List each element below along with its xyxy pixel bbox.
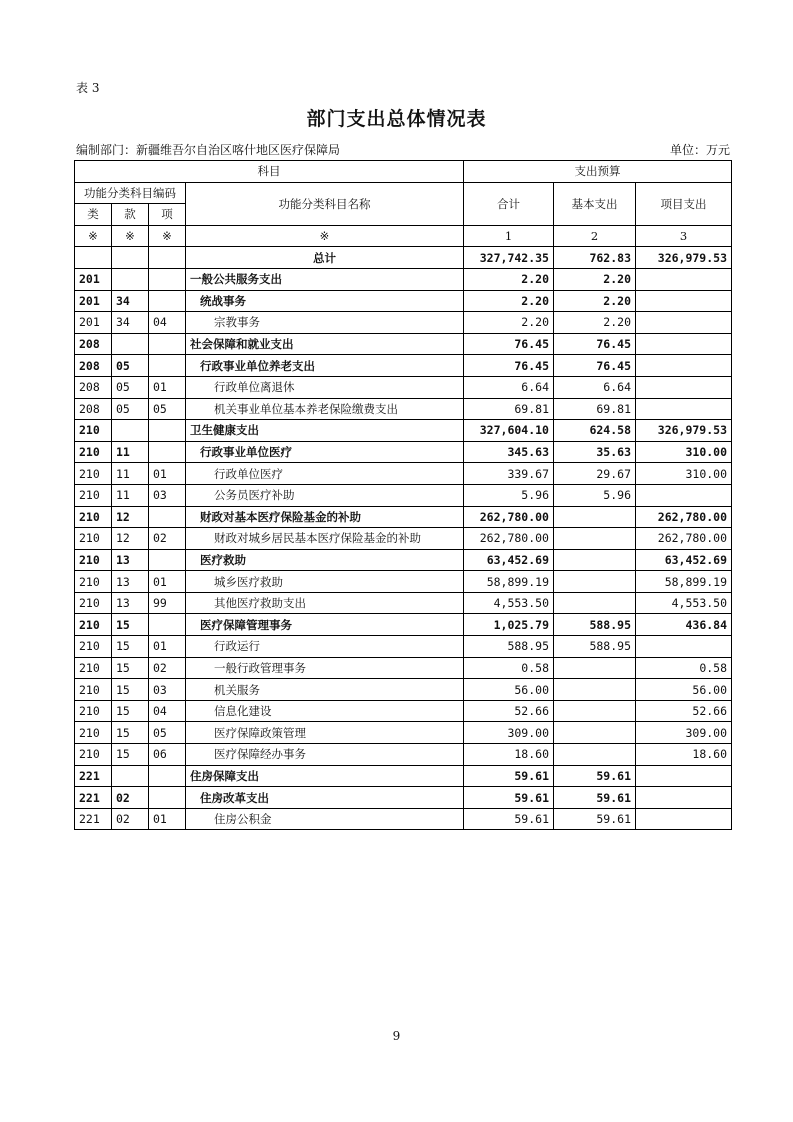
code-group-header: 功能分类科目编码: [75, 182, 186, 204]
total-amount-cell: 18.60: [464, 744, 554, 766]
subject-name-cell: 行政运行: [186, 636, 464, 658]
project-amount-cell: 18.60: [636, 744, 732, 766]
basic-amount-cell: 588.95: [554, 636, 636, 658]
basic-amount-cell: 2.20: [554, 312, 636, 334]
basic-amount-cell: 762.83: [554, 247, 636, 269]
table-row: [75, 700, 732, 722]
xiang-code-cell: [149, 787, 186, 809]
lei-code-cell: [75, 247, 112, 269]
basic-amount-cell: [554, 528, 636, 550]
total-amount-cell: 2.20: [464, 290, 554, 312]
lei-code-cell: 201: [75, 268, 112, 290]
xiang-code-cell: [149, 549, 186, 571]
kuan-code-cell: 13: [112, 571, 149, 593]
xiang-code-cell: 01: [149, 636, 186, 658]
project-amount-cell: 58,899.19: [636, 571, 732, 593]
lei-code-cell: 210: [75, 528, 112, 550]
xiang-code-cell: 05: [149, 722, 186, 744]
total-amount-cell: 4,553.50: [464, 592, 554, 614]
mark-cell: ※: [112, 225, 149, 247]
subject-name-cell: 机关服务: [186, 679, 464, 701]
table-row: [75, 808, 732, 830]
lei-code-cell: 210: [75, 657, 112, 679]
kuan-code-cell: 15: [112, 679, 149, 701]
project-amount-cell: 262,780.00: [636, 506, 732, 528]
project-amount-cell: 63,452.69: [636, 549, 732, 571]
project-amount-cell: [636, 290, 732, 312]
name-column-header: 功能分类科目名称: [186, 182, 464, 225]
table-row: [75, 787, 732, 809]
mark-cell: ※: [186, 225, 464, 247]
xiang-code-cell: [149, 247, 186, 269]
lei-code-cell: 210: [75, 484, 112, 506]
xiang-code-cell: 06: [149, 744, 186, 766]
basic-amount-cell: 6.64: [554, 376, 636, 398]
lei-code-cell: 210: [75, 614, 112, 636]
total-amount-cell: 0.58: [464, 657, 554, 679]
subject-name-cell: 医疗保障政策管理: [186, 722, 464, 744]
index-cell-2: 2: [554, 225, 636, 247]
kuan-code-cell: 13: [112, 592, 149, 614]
unit-label: 单位：万元: [669, 143, 730, 157]
xiang-code-cell: 99: [149, 592, 186, 614]
kuan-code-cell: [112, 268, 149, 290]
project-amount-cell: 326,979.53: [636, 420, 732, 442]
lei-code-cell: 210: [75, 549, 112, 571]
project-amount-cell: [636, 636, 732, 658]
kuan-code-cell: [112, 765, 149, 787]
total-amount-cell: 58,899.19: [464, 571, 554, 593]
kuan-code-cell: 15: [112, 614, 149, 636]
table-row: [75, 765, 732, 787]
table-row: [75, 398, 732, 420]
table-row: [75, 571, 732, 593]
project-amount-cell: 0.58: [636, 657, 732, 679]
lei-code-cell: 221: [75, 808, 112, 830]
table-row: [75, 290, 732, 312]
subject-name-cell: 宗教事务: [186, 312, 464, 334]
total-column-header: 合计: [464, 182, 554, 225]
xiang-code-cell: [149, 506, 186, 528]
kuan-code-cell: 05: [112, 355, 149, 377]
xiang-code-cell: 04: [149, 700, 186, 722]
table-row: [75, 722, 732, 744]
subject-name-cell: 医疗救助: [186, 549, 464, 571]
kuan-code-cell: 15: [112, 700, 149, 722]
lei-code-cell: 201: [75, 312, 112, 334]
basic-amount-cell: 2.20: [554, 290, 636, 312]
header-row-1: [75, 161, 732, 183]
table-row: [75, 614, 732, 636]
subject-name-cell: 财政对城乡居民基本医疗保险基金的补助: [186, 528, 464, 550]
project-amount-cell: [636, 398, 732, 420]
header-row-index: [75, 225, 732, 247]
project-amount-cell: 310.00: [636, 463, 732, 485]
xiang-code-cell: 03: [149, 484, 186, 506]
total-amount-cell: 327,742.35: [464, 247, 554, 269]
basic-column-header: 基本支出: [554, 182, 636, 225]
meta-row: [76, 141, 730, 158]
xiang-code-cell: [149, 290, 186, 312]
xiang-code-cell: 01: [149, 376, 186, 398]
kuan-code-cell: 02: [112, 787, 149, 809]
subject-name-cell: 社会保障和就业支出: [186, 333, 464, 355]
xiang-code-cell: [149, 765, 186, 787]
kuan-code-cell: 15: [112, 636, 149, 658]
project-amount-cell: 52.66: [636, 700, 732, 722]
kuan-code-cell: 12: [112, 506, 149, 528]
project-amount-cell: 4,553.50: [636, 592, 732, 614]
department-label: 编制部门：新疆维吾尔自治区喀什地区医疗保障局: [76, 143, 341, 157]
kuan-code-cell: [112, 247, 149, 269]
basic-amount-cell: 76.45: [554, 355, 636, 377]
table-number: 表 3: [76, 81, 100, 95]
project-amount-cell: 436.84: [636, 614, 732, 636]
expenditure-table: [74, 160, 732, 830]
basic-amount-cell: [554, 592, 636, 614]
lei-code-cell: 221: [75, 787, 112, 809]
xiang-code-cell: 01: [149, 808, 186, 830]
basic-amount-cell: 35.63: [554, 441, 636, 463]
kuan-code-cell: 13: [112, 549, 149, 571]
subject-name-cell: 住房保障支出: [186, 765, 464, 787]
project-amount-cell: 310.00: [636, 441, 732, 463]
subject-name-cell: 住房公积金: [186, 808, 464, 830]
total-amount-cell: 262,780.00: [464, 528, 554, 550]
table-row: [75, 744, 732, 766]
basic-amount-cell: 59.61: [554, 808, 636, 830]
index-cell-1: 1: [464, 225, 554, 247]
subject-name-cell: 医疗保障管理事务: [186, 614, 464, 636]
xiang-code-cell: 01: [149, 571, 186, 593]
lei-code-cell: 210: [75, 679, 112, 701]
total-amount-cell: 76.45: [464, 333, 554, 355]
subject-name-cell: 卫生健康支出: [186, 420, 464, 442]
kuan-code-cell: 15: [112, 657, 149, 679]
table-row: [75, 506, 732, 528]
table-row: [75, 312, 732, 334]
lei-code-cell: 208: [75, 355, 112, 377]
kuan-code-cell: 05: [112, 376, 149, 398]
lei-code-cell: 201: [75, 290, 112, 312]
basic-amount-cell: 59.61: [554, 765, 636, 787]
lei-code-cell: 210: [75, 592, 112, 614]
kuan-code-cell: [112, 333, 149, 355]
table-row: [75, 355, 732, 377]
subject-name-cell: 一般行政管理事务: [186, 657, 464, 679]
table-row: [75, 636, 732, 658]
kuan-code-cell: [112, 420, 149, 442]
subject-name-cell: 医疗保障经办事务: [186, 744, 464, 766]
total-amount-cell: 309.00: [464, 722, 554, 744]
basic-amount-cell: 29.67: [554, 463, 636, 485]
lei-code-cell: 221: [75, 765, 112, 787]
total-amount-cell: 76.45: [464, 355, 554, 377]
project-amount-cell: [636, 376, 732, 398]
mark-cell: ※: [75, 225, 112, 247]
kuan-code-cell: 11: [112, 484, 149, 506]
kuan-code-cell: 11: [112, 463, 149, 485]
total-amount-cell: 59.61: [464, 765, 554, 787]
basic-amount-cell: 624.58: [554, 420, 636, 442]
project-amount-cell: [636, 787, 732, 809]
table-row: [75, 657, 732, 679]
kuan-header: 款: [112, 204, 149, 226]
lei-code-cell: 210: [75, 722, 112, 744]
kuan-code-cell: 15: [112, 722, 149, 744]
lei-code-cell: 210: [75, 506, 112, 528]
subject-name-cell: 住房改革支出: [186, 787, 464, 809]
lei-code-cell: 210: [75, 420, 112, 442]
kuan-code-cell: 11: [112, 441, 149, 463]
xiang-code-cell: [149, 355, 186, 377]
header-row-2: [75, 182, 732, 204]
lei-code-cell: 210: [75, 441, 112, 463]
subject-name-cell: 行政事业单位养老支出: [186, 355, 464, 377]
project-amount-cell: [636, 268, 732, 290]
basic-amount-cell: [554, 679, 636, 701]
basic-amount-cell: [554, 722, 636, 744]
basic-amount-cell: 5.96: [554, 484, 636, 506]
xiang-code-cell: 02: [149, 657, 186, 679]
table-row: [75, 549, 732, 571]
xiang-code-cell: 04: [149, 312, 186, 334]
table-body: [75, 247, 732, 830]
subject-name-cell: 一般公共服务支出: [186, 268, 464, 290]
project-amount-cell: 262,780.00: [636, 528, 732, 550]
lei-code-cell: 210: [75, 700, 112, 722]
subject-name-cell: 公务员医疗补助: [186, 484, 464, 506]
subject-name-cell: 机关事业单位基本养老保险缴费支出: [186, 398, 464, 420]
project-column-header: 项目支出: [636, 182, 732, 225]
kuan-code-cell: 12: [112, 528, 149, 550]
total-amount-cell: 5.96: [464, 484, 554, 506]
table-row: [75, 463, 732, 485]
basic-amount-cell: 69.81: [554, 398, 636, 420]
table-row: [75, 484, 732, 506]
project-amount-cell: [636, 312, 732, 334]
total-amount-cell: 69.81: [464, 398, 554, 420]
lei-code-cell: 208: [75, 333, 112, 355]
table-row: [75, 679, 732, 701]
subject-name-cell: 行政单位医疗: [186, 463, 464, 485]
table-row: [75, 376, 732, 398]
subject-name-cell: 其他医疗救助支出: [186, 592, 464, 614]
table-row: [75, 268, 732, 290]
total-amount-cell: 2.20: [464, 268, 554, 290]
total-amount-cell: 262,780.00: [464, 506, 554, 528]
basic-amount-cell: 59.61: [554, 787, 636, 809]
budget-header: 支出预算: [464, 161, 732, 183]
project-amount-cell: 326,979.53: [636, 247, 732, 269]
kuan-code-cell: 05: [112, 398, 149, 420]
page-number: 9: [392, 1029, 401, 1043]
lei-code-cell: 208: [75, 398, 112, 420]
subject-name-cell: 城乡医疗救助: [186, 571, 464, 593]
total-amount-cell: 56.00: [464, 679, 554, 701]
total-amount-cell: 588.95: [464, 636, 554, 658]
basic-amount-cell: [554, 571, 636, 593]
subject-name-cell: 行政事业单位医疗: [186, 441, 464, 463]
project-amount-cell: 56.00: [636, 679, 732, 701]
basic-amount-cell: 76.45: [554, 333, 636, 355]
basic-amount-cell: 588.95: [554, 614, 636, 636]
lei-code-cell: 210: [75, 636, 112, 658]
project-amount-cell: [636, 808, 732, 830]
lei-header: 类: [75, 204, 112, 226]
xiang-code-cell: [149, 268, 186, 290]
xiang-code-cell: 03: [149, 679, 186, 701]
xiang-code-cell: 05: [149, 398, 186, 420]
project-amount-cell: [636, 484, 732, 506]
lei-code-cell: 208: [75, 376, 112, 398]
total-amount-cell: 52.66: [464, 700, 554, 722]
project-amount-cell: 309.00: [636, 722, 732, 744]
subject-name-cell: 财政对基本医疗保险基金的补助: [186, 506, 464, 528]
subject-name-cell: 信息化建设: [186, 700, 464, 722]
kuan-code-cell: 02: [112, 808, 149, 830]
subject-name-cell: 总计: [186, 247, 464, 269]
basic-amount-cell: [554, 700, 636, 722]
total-amount-cell: 2.20: [464, 312, 554, 334]
subject-name-cell: 行政单位离退休: [186, 376, 464, 398]
subject-name-cell: 统战事务: [186, 290, 464, 312]
table-row: [75, 420, 732, 442]
xiang-code-cell: [149, 420, 186, 442]
total-amount-cell: 63,452.69: [464, 549, 554, 571]
basic-amount-cell: [554, 744, 636, 766]
kuan-code-cell: 34: [112, 290, 149, 312]
total-amount-cell: 345.63: [464, 441, 554, 463]
table-row: [75, 333, 732, 355]
xiang-header: 项: [149, 204, 186, 226]
total-amount-cell: 1,025.79: [464, 614, 554, 636]
total-amount-cell: 59.61: [464, 787, 554, 809]
total-amount-cell: 327,604.10: [464, 420, 554, 442]
lei-code-cell: 210: [75, 463, 112, 485]
total-amount-cell: 339.67: [464, 463, 554, 485]
lei-code-cell: 210: [75, 744, 112, 766]
basic-amount-cell: [554, 549, 636, 571]
table-row: [75, 441, 732, 463]
table-row: [75, 592, 732, 614]
xiang-code-cell: [149, 441, 186, 463]
kuan-code-cell: 34: [112, 312, 149, 334]
page-title: 部门支出总体情况表: [306, 108, 487, 130]
mark-cell: ※: [149, 225, 186, 247]
table-row: [75, 247, 732, 269]
xiang-code-cell: [149, 333, 186, 355]
xiang-code-cell: 02: [149, 528, 186, 550]
basic-amount-cell: 2.20: [554, 268, 636, 290]
basic-amount-cell: [554, 657, 636, 679]
xiang-code-cell: [149, 614, 186, 636]
basic-amount-cell: [554, 506, 636, 528]
index-cell-3: 3: [636, 225, 732, 247]
lei-code-cell: 210: [75, 571, 112, 593]
project-amount-cell: [636, 765, 732, 787]
xiang-code-cell: 01: [149, 463, 186, 485]
table-row: [75, 528, 732, 550]
subject-header: 科目: [75, 161, 464, 183]
total-amount-cell: 59.61: [464, 808, 554, 830]
total-amount-cell: 6.64: [464, 376, 554, 398]
kuan-code-cell: 15: [112, 744, 149, 766]
project-amount-cell: [636, 355, 732, 377]
project-amount-cell: [636, 333, 732, 355]
